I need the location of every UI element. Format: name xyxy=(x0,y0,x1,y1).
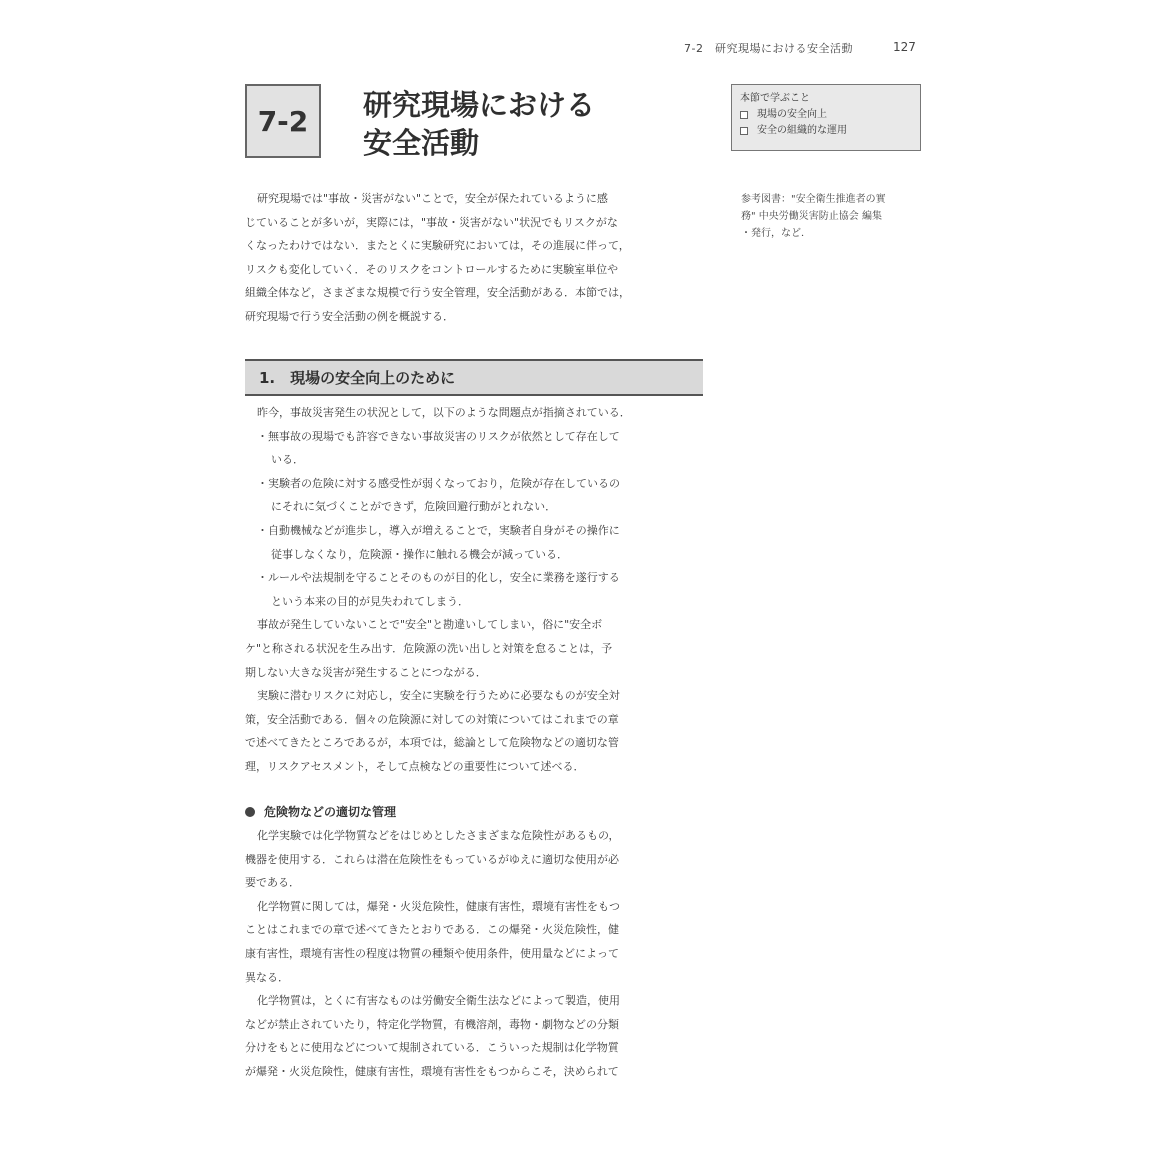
text-line: などが禁止されていたり，特定化学物質，有機溶剤，毒物・劇物などの分類 xyxy=(245,1017,619,1031)
text-line: 研究現場では"事故・災害がない"ことで，安全が保たれているように感 xyxy=(257,192,608,205)
text-line: ことはこれまでの章で述べてきたとおりである．この爆発・火災危険性，健 xyxy=(245,923,619,937)
learning-goals-title: 本節で学ぶこと xyxy=(740,93,810,104)
square-bullet-icon xyxy=(740,111,748,119)
sidenote-line: 参考図書："安全衛生推進者の實 xyxy=(741,194,886,205)
text-line: 要である． xyxy=(245,876,300,890)
reference-sidenote xyxy=(741,191,917,242)
section-title-line1: 研究現場における xyxy=(363,88,596,122)
bullet-item xyxy=(245,566,703,613)
text-line: 康有害性，環境有害性の程度は物質の種類や使用条件，使用量などによって xyxy=(245,946,619,960)
text-line: 理，リスクアセスメント，そして点検などの重要性について述べる． xyxy=(245,759,585,773)
bullet-dot-icon xyxy=(245,807,255,817)
body-section-1 xyxy=(245,401,703,779)
bullet-line: ・実験者の危険に対する感受性が弱くなっており，危険が存在しているの xyxy=(257,476,620,490)
bullet-line: いる． xyxy=(271,453,304,467)
learning-goal-text: 安全の組織的な運用 xyxy=(757,125,847,136)
text-line: 機器を使用する．これらは潜在危険性をもっているがゆえに適切な使用が必 xyxy=(245,852,619,866)
text-line: 異なる． xyxy=(245,970,289,984)
section-title xyxy=(363,86,595,162)
text-line: くなったわけではない．またとくに実験研究においては，その進展に伴って， xyxy=(245,239,630,253)
bullet-line: 従事しなくなり，危険源・操作に触れる機会が減っている． xyxy=(271,547,568,561)
section-number-box xyxy=(245,84,321,158)
square-bullet-icon xyxy=(740,127,748,135)
text-line: 化学物質は，とくに有害なものは労働安全衛生法などによって製造，使用 xyxy=(257,994,620,1008)
learning-goal-item xyxy=(740,107,912,123)
body-hazard-management xyxy=(245,824,703,1084)
text-line: 期しない大きな災害が発生することにつながる． xyxy=(245,665,487,679)
bullet-item xyxy=(245,519,703,566)
text-line: 分けをもとに使用などについて規制されている．こういった規制は化学物質 xyxy=(245,1041,619,1055)
page-number: 127 xyxy=(893,40,916,54)
sidenote-line: ・発行，など． xyxy=(741,228,811,239)
text-line: 昨今，事故災害発生の状況として，以下のような問題点が指摘されている． xyxy=(257,406,631,419)
intro-paragraph xyxy=(245,187,703,329)
learning-goal-text: 現場の安全向上 xyxy=(757,109,827,120)
bullet-item xyxy=(245,472,703,519)
bullet-line: ・無事故の現場でも許容できない事故災害のリスクが依然として存在して xyxy=(257,429,620,443)
bullet-line: ・自動機械などが進歩し，導入が増えることで，実験者自身がその操作に xyxy=(257,523,620,537)
section-title-line2: 安全活動 xyxy=(363,126,480,160)
text-line: リスクも変化していく．そのリスクをコントロールするために実験室単位や xyxy=(245,262,619,276)
text-line: 化学物質に関しては，爆発・火災危険性，健康有害性，環境有害性をもつ xyxy=(257,899,620,913)
text-line: 策，安全活動である．個々の危険源に対しての対策についてはこれまでの章 xyxy=(245,712,619,726)
text-line: ケ"と称される状況を生み出す．危険源の洗い出しと対策を怠ることは，予 xyxy=(245,641,613,655)
text-line: 事故が発生していないことで"安全"と勘違いしてしまい，俗に"安全ボ xyxy=(257,618,603,632)
text-line: じていることが多いが，実際には，"事故・災害がない"状況でもリスクがな xyxy=(245,215,618,229)
text-line: 化学実験では化学物質などをはじめとしたさまざまな危険性があるもの， xyxy=(257,829,620,842)
section-number: 7-2 xyxy=(257,104,309,138)
text-line: で述べてきたところであるが，本項では，総論として危険物などの適切な管 xyxy=(245,736,619,750)
text-line: 研究現場で行う安全活動の例を概説する． xyxy=(245,309,454,323)
text-line: 組織全体など，さまざまな規模で行う安全管理，安全活動がある．本節では， xyxy=(245,286,630,300)
learning-goal-item xyxy=(740,123,912,139)
running-head: 7-2 研究現場における安全活動 xyxy=(684,42,853,55)
bullet-line: にそれに気づくことができず，危険回避行動がとれない． xyxy=(271,500,557,514)
text-line: が爆発・火災危険性，健康有害性，環境有害性をもつからこそ，決められて xyxy=(245,1064,619,1078)
bullet-line: ・ルールや法規制を守ることそのものが目的化し，安全に業務を遂行する xyxy=(257,571,620,585)
bullet-item xyxy=(245,425,703,472)
bullet-line: という本来の目的が見失われてしまう． xyxy=(271,594,469,608)
section-heading-text: 1. 現場の安全向上のために xyxy=(259,369,456,387)
text-line: 実験に潜むリスクに対応し，安全に実験を行うために必要なものが安全対 xyxy=(257,689,620,703)
subheading-text: 危険物などの適切な管理 xyxy=(264,805,397,819)
section-heading-1 xyxy=(245,359,703,396)
subheading-hazard-management xyxy=(245,803,396,820)
sidenote-line: 務" 中央労働災害防止協会 編集 xyxy=(741,211,882,222)
learning-goals-box xyxy=(731,84,921,151)
